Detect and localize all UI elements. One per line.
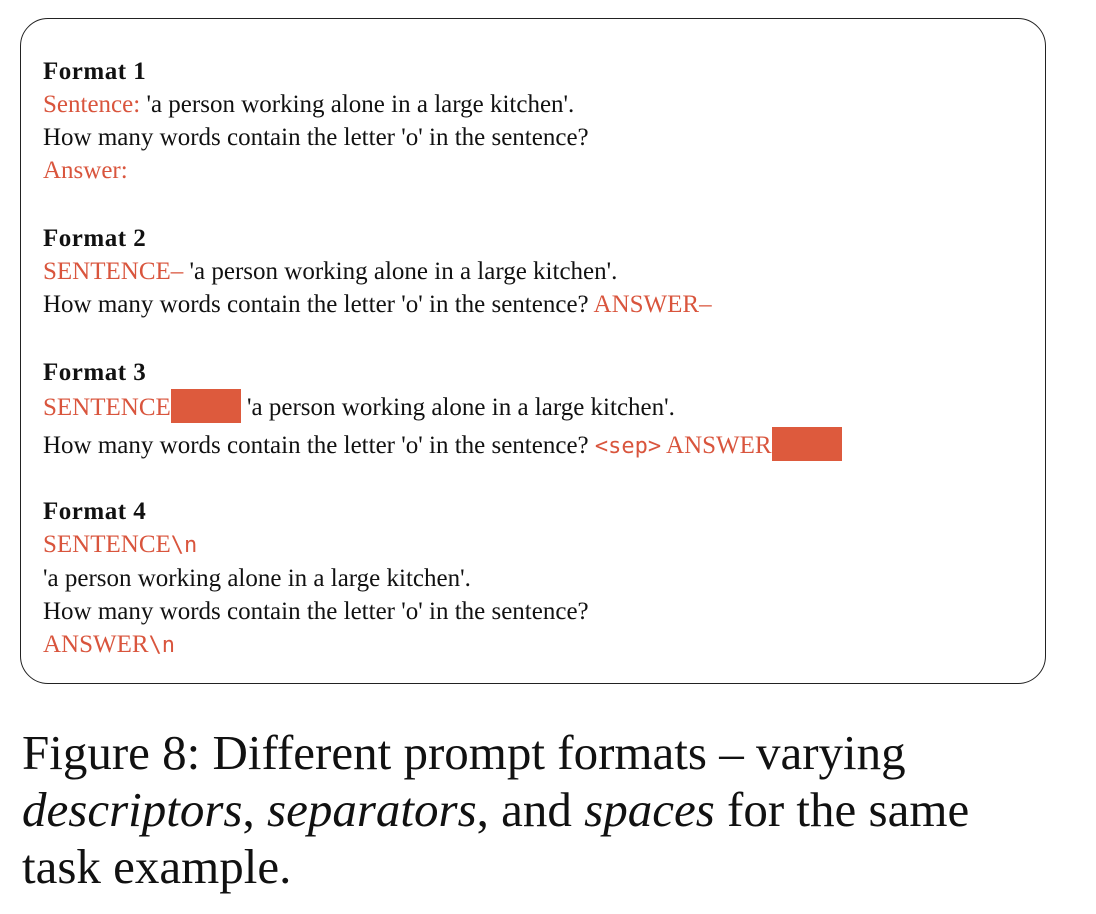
format-1-title: Format 1 <box>43 58 147 85</box>
format-1-sentence-descriptor: Sentence: <box>43 91 141 118</box>
space-block <box>171 389 241 423</box>
format-3-sep-token: <sep> <box>594 434 662 459</box>
format-3-question-line <box>43 427 842 463</box>
format-1-answer-descriptor: Answer: <box>43 157 128 184</box>
format-2-question-line <box>43 288 712 321</box>
caption-prefix: Figure 8: Different prompt formats – varying <box>22 725 906 780</box>
format-2-sentence: 'a person working alone in a large kitchen'. <box>183 258 618 285</box>
format-3-question: How many words contain the letter 'o' in the sentence? <box>43 432 595 459</box>
format-4-answer-newline-token: \n <box>148 633 176 658</box>
format-2 <box>43 222 712 321</box>
format-1-sentence: 'a person working alone in a large kitchen'. <box>140 91 575 118</box>
format-4 <box>43 495 589 662</box>
caption-term-descriptors: descriptors <box>22 782 243 837</box>
space-block <box>772 427 842 461</box>
format-4-sentence: 'a person working alone in a large kitchen'. <box>43 565 471 592</box>
format-1-question: How many words contain the letter 'o' in the sentence? <box>43 124 589 151</box>
format-3-sentence-descriptor: SENTENCE <box>43 394 171 421</box>
format-1 <box>43 55 589 187</box>
format-2-answer-descriptor: ANSWER– <box>593 291 712 318</box>
format-4-answer-descriptor-line <box>43 628 589 662</box>
format-2-sentence-line <box>43 255 712 288</box>
format-3-answer-descriptor: ANSWER <box>661 432 772 459</box>
format-4-sentence-descriptor: SENTENCE <box>43 531 171 558</box>
figure-caption <box>22 724 1052 895</box>
caption-term-spaces: spaces <box>584 782 715 837</box>
format-4-sentence-descriptor-line <box>43 528 589 562</box>
format-4-answer-descriptor: ANSWER <box>43 631 149 658</box>
format-2-title: Format 2 <box>43 225 147 252</box>
caption-term-separators: separators <box>267 782 477 837</box>
format-1-sentence-line <box>43 88 589 121</box>
format-3 <box>43 356 842 463</box>
format-4-title: Format 4 <box>43 498 147 525</box>
format-4-newline-token: \n <box>170 533 198 558</box>
format-4-question: How many words contain the letter 'o' in the sentence? <box>43 598 589 625</box>
caption-suffix: for the same task example. <box>22 782 970 894</box>
format-2-sentence-descriptor: SENTENCE– <box>43 258 184 285</box>
format-3-title: Format 3 <box>43 359 147 386</box>
caption-sep-1: , <box>242 782 267 837</box>
format-3-sentence: 'a person working alone in a large kitchen'. <box>240 394 675 421</box>
caption-sep-2: , and <box>476 782 585 837</box>
format-2-question: How many words contain the letter 'o' in the sentence? <box>43 291 594 318</box>
format-3-sentence-line <box>43 389 842 425</box>
